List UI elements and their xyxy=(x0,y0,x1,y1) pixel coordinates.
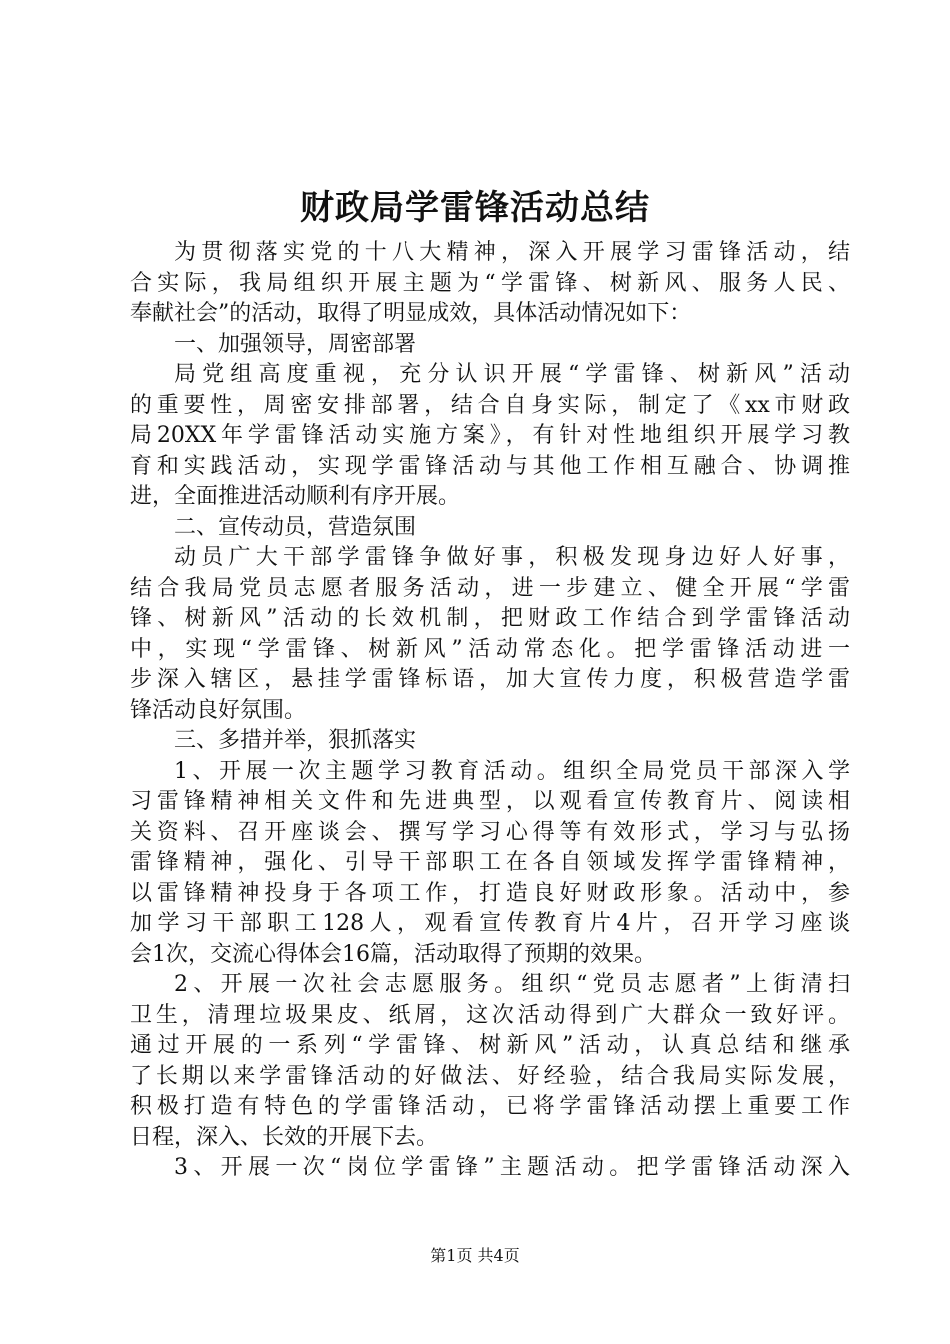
text-line: 奉献社会”的活动，取得了明显成效，具体活动情况如下： xyxy=(130,301,692,326)
text-line: 动员广大干部学雷锋争做好事，积极发现身边好人好事， xyxy=(174,545,850,570)
text-line: 二、宣传动员，营造氛围 xyxy=(174,514,417,540)
document-title: 财政局学雷锋活动总结 xyxy=(300,188,650,228)
text-line: 中，实现“学雷锋、树新风”活动常态化。把学雷锋活动进一 xyxy=(130,636,850,662)
text-line: 日程，深入、长效的开展下去。 xyxy=(130,1124,439,1150)
text-line: 结合我局党员志愿者服务活动，进一步建立、健全开展“学雷 xyxy=(130,575,850,601)
text-line: 加学习干部职工128人，观看宣传教育片4片，召开学习座谈 xyxy=(130,911,850,936)
text-line: 积极打造有特色的学雷锋活动，已将学雷锋活动摆上重要工作 xyxy=(130,1094,850,1119)
text-line: 锋、树新风”活动的长效机制，把财政工作结合到学雷锋活动 xyxy=(130,606,850,631)
text-line: 局20XX年学雷锋活动实施方案》，有针对性地组织开展学习教 xyxy=(130,423,850,448)
page-footer: 第1页 共4页 xyxy=(430,1246,520,1265)
text-line: 的重要性，周密安排部署，结合自身实际，制定了《xx市财政 xyxy=(130,392,850,418)
text-line: 锋活动良好氛围。 xyxy=(130,697,307,723)
text-line: 通过开展的一系列“学雷锋、树新风”活动，认真总结和继承 xyxy=(130,1033,850,1058)
text-line: 进，全面推进活动顺利有序开展。 xyxy=(130,484,461,509)
text-line: 合实际，我局组织开展主题为“学雷锋、树新风、服务人民、 xyxy=(130,270,850,296)
text-line: 步深入辖区，悬挂学雷锋标语，加大宣传力度，积极营造学雷 xyxy=(130,667,850,692)
text-line: 一、加强领导，周密部署 xyxy=(174,331,417,357)
text-line: 以雷锋精神投身于各项工作，打造良好财政形象。活动中，参 xyxy=(130,880,850,906)
text-line: 关资料、召开座谈会、撰写学习心得等有效形式，学习与弘扬 xyxy=(130,819,850,845)
text-line: 局党组高度重视，充分认识开展“学雷锋、树新风”活动 xyxy=(174,362,850,387)
text-line: 1、开展一次主题学习教育活动。组织全局党员干部深入学 xyxy=(174,758,850,784)
document-body xyxy=(130,238,850,1184)
text-line: 2、开展一次社会志愿服务。组织“党员志愿者”上街清扫 xyxy=(174,972,850,997)
text-line: 卫生，清理垃圾果皮、纸屑，这次活动得到广大群众一致好评。 xyxy=(130,1002,850,1028)
text-line: 了长期以来学雷锋活动的好做法、好经验，结合我局实际发展， xyxy=(130,1063,850,1089)
text-line: 雷锋精神，强化、引导干部职工在各自领域发挥学雷锋精神， xyxy=(130,850,850,875)
text-line: 3、开展一次“岗位学雷锋”主题活动。把学雷锋活动深入 xyxy=(174,1155,850,1180)
text-line: 育和实践活动，实现学雷锋活动与其他工作相互融合、协调推 xyxy=(130,453,850,479)
text-line: 为贯彻落实党的十八大精神，深入开展学习雷锋活动，结 xyxy=(174,240,850,265)
text-line: 三、多措并举，狠抓落实 xyxy=(174,728,417,753)
text-line: 习雷锋精神相关文件和先进典型，以观看宣传教育片、阅读相 xyxy=(130,789,850,814)
text-line: 会1次，交流心得体会16篇，活动取得了预期的效果。 xyxy=(130,941,656,967)
